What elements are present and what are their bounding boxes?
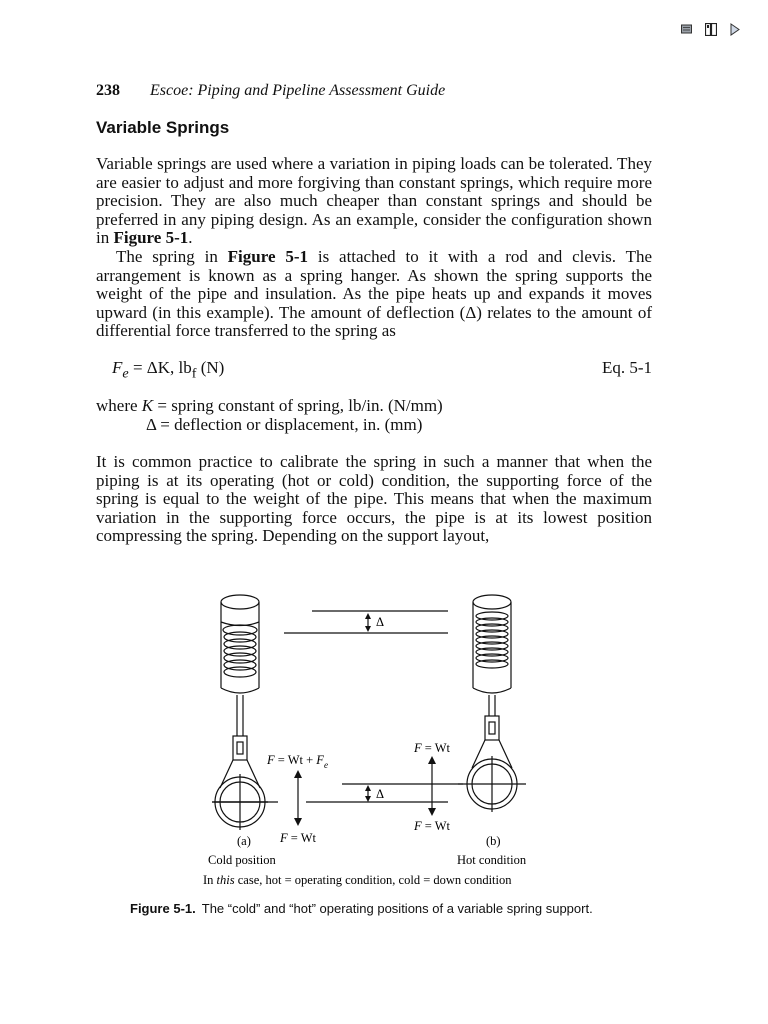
equation-5-1 bbox=[112, 358, 652, 382]
figure-ref-link-2[interactable]: Figure 5-1 bbox=[227, 247, 309, 266]
label-hot-condition: Hot condition bbox=[457, 853, 527, 867]
equation-expression bbox=[112, 358, 225, 382]
pages-icon[interactable] bbox=[704, 22, 718, 36]
force-label-right-top: F = Wt bbox=[414, 741, 450, 755]
force-label-left-top: $F = Wt + F_e$ bbox=[267, 753, 328, 770]
clevis-right bbox=[485, 716, 499, 740]
paragraph-spring-start: The spring in bbox=[116, 247, 228, 266]
force-label-right-bottom: F = Wt bbox=[414, 819, 450, 833]
book-title: Escoe: Piping and Pipeline Assessment Guide bbox=[150, 82, 446, 99]
eq-unit-rest: (N) bbox=[196, 358, 225, 377]
eq-force-symbol: F bbox=[112, 358, 123, 377]
figure-caption bbox=[130, 901, 593, 916]
label-cold-position: Cold position bbox=[208, 853, 276, 867]
where-k-def: = spring constant of spring, lb/in. (N/mm) bbox=[153, 396, 443, 415]
figure-note: In this case, hot = operating condition, cold = down condition bbox=[203, 873, 512, 887]
delta-label-top: Δ bbox=[376, 615, 385, 629]
viewer-nav bbox=[680, 22, 742, 36]
where-definitions bbox=[96, 397, 443, 434]
figure-5-1-diagram bbox=[190, 580, 580, 890]
spring-can-right bbox=[473, 595, 511, 693]
paragraph-spring-hanger bbox=[96, 248, 652, 341]
paragraph-intro-text: Variable springs are used where a variation in piping loads can be tolerated. They are easier to adjust and more forgiving than constant springs, which require more precision. They are also much cheaper than constant springs and should be preferred in any piping design. As an example, consider the configuration shown in bbox=[96, 154, 652, 248]
force-label-left-bottom: F = Wt bbox=[280, 831, 316, 845]
equation-number: Eq. 5-1 bbox=[601, 358, 652, 377]
delta-label-middle: Δ bbox=[376, 787, 385, 801]
section-title: Variable Springs bbox=[96, 118, 230, 137]
eq-force-sub: e bbox=[122, 365, 129, 382]
running-header bbox=[96, 82, 445, 100]
paragraph-calibration: It is common practice to calibrate the spring in such a manner that when the piping is at its operating (hot or cold) condition, the supporting force of the spring is equal to the weight of the pipe. This means that when the maximum variation in the supporting force occurs, the pipe is at its lowest position compressing the spring. Depending on the support layout, bbox=[96, 452, 652, 546]
caption-label: Figure 5-1. bbox=[130, 901, 196, 916]
play-arrow-icon[interactable] bbox=[728, 22, 742, 36]
paragraph-intro bbox=[96, 155, 652, 248]
eq-unit-sub: f bbox=[191, 365, 197, 382]
figure-ref-link[interactable]: Figure 5-1 bbox=[113, 228, 189, 248]
eq-rhs: = ΔK, lb bbox=[128, 358, 192, 377]
book-icon[interactable] bbox=[680, 22, 694, 36]
where-k-symbol: K bbox=[141, 396, 154, 415]
spring-can-left bbox=[221, 595, 259, 693]
where-line-k bbox=[96, 397, 443, 416]
label-b: (b) bbox=[486, 834, 501, 848]
clevis-left bbox=[233, 736, 247, 760]
where-lead: where bbox=[96, 396, 142, 415]
paragraph-spring-rest: is attached to it with a rod and clevis. The arrangement is known as a spring hanger. As shown the spring supports the weight of the pipe and insulation. As the pipe heats up and expands it moves upward (in this example). The amount of deflection (Δ) relates to the amount of differential force transferred to the spring as bbox=[96, 247, 653, 341]
label-a: (a) bbox=[237, 834, 251, 848]
where-line-delta: Δ = deflection or displacement, in. (mm) bbox=[146, 414, 423, 434]
page-number: 238 bbox=[96, 82, 120, 99]
caption-text: The “cold” and “hot” operating positions of a variable spring support. bbox=[201, 901, 593, 916]
paragraph-intro-end: . bbox=[188, 228, 193, 248]
